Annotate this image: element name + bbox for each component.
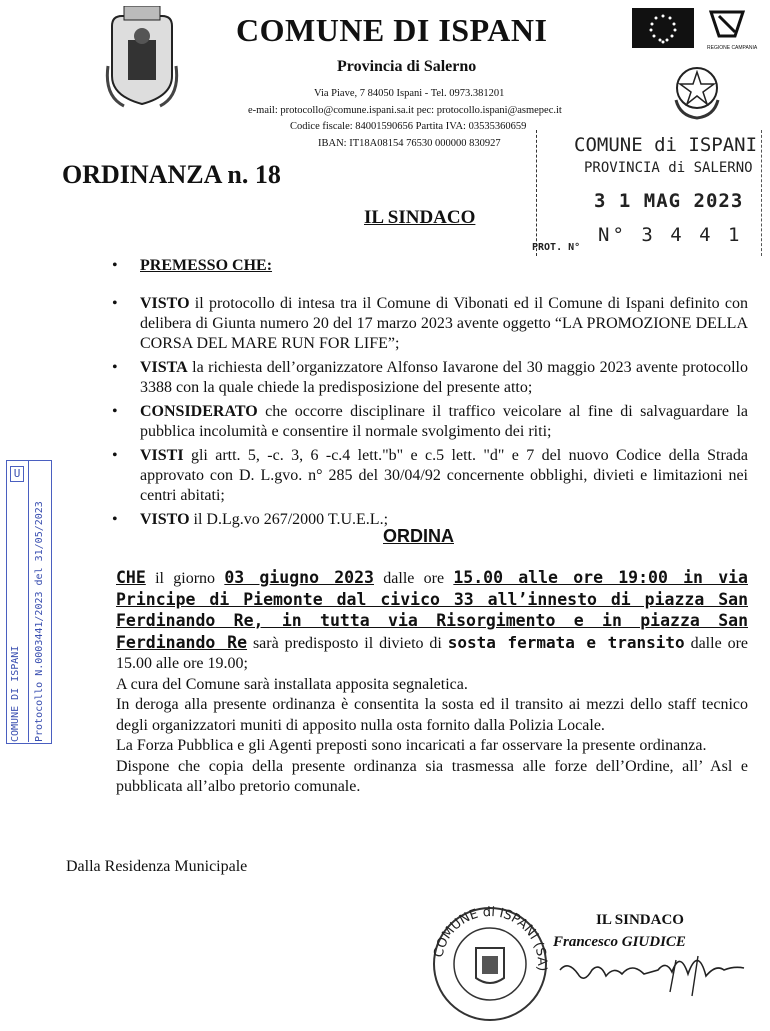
item-lead: VISTO	[140, 511, 190, 528]
region-campania-logo	[707, 8, 758, 51]
bullet-icon: •	[112, 403, 118, 420]
municipality-title: COMUNE DI ISPANI	[236, 12, 548, 48]
signer-title: IL SINDACO	[596, 912, 684, 928]
municipal-crest-icon	[104, 6, 180, 110]
list-item	[112, 402, 748, 442]
list-item	[112, 358, 748, 398]
item-lead: VISTO	[140, 295, 190, 312]
stamp-prot-label: PROT. N°	[532, 242, 581, 253]
item-text: che occorre disciplinare il traffico veicolare al fine di salvaguardare la pubblica incolumità e consentire il normale svolgimento dei riti;	[140, 403, 748, 440]
prohibition-type: sosta fermata e transito	[447, 632, 685, 652]
stamp-number: N° 3 4 4 1	[598, 224, 743, 246]
enforcement-paragraph: La Forza Pubblica e gli Agenti preposti sono incaricati a far osservare la presente ordinanza.	[116, 737, 707, 754]
side-stamp-letter: U	[10, 466, 24, 482]
residence-line: Dalla Residenza Municipale	[66, 858, 248, 875]
fiscal-code-line: Codice fiscale: 84001590656 Partita IVA: 03535360659	[290, 121, 527, 132]
side-stamp-protocol: Protocollo N.0003441/2023 del 31/05/2023	[34, 501, 45, 742]
item-text: il D.Lg.vo 267/2000 T.U.E.L.;	[189, 511, 389, 528]
region-logo-icon	[707, 8, 747, 40]
che-text: dalle ore 15.00 alle ore 19.00;	[116, 634, 748, 672]
list-item	[112, 446, 748, 506]
seal-text: COMUNE di ISPANI (SA)	[431, 904, 550, 972]
side-stamp-divider	[28, 460, 29, 742]
region-logo-caption: REGIONE CAMPANIA	[707, 45, 758, 51]
protocol-side-stamp	[4, 460, 54, 746]
ordina-body	[116, 568, 748, 798]
stamp-municipality: COMUNE di ISPANI	[574, 134, 758, 156]
item-lead: VISTI	[140, 447, 184, 464]
ordinance-number: ORDINANZA n. 18	[62, 160, 281, 189]
item-text: la richiesta dell’organizzatore Alfonso Iavarone del 30 maggio 2023 avente protocollo 3388 con la quale chiede la predisposizione del presente atto;	[140, 359, 748, 396]
che-label: CHE	[116, 568, 146, 587]
list-item	[112, 294, 748, 354]
time-and-place: 15.00 alle ore 19:00 in via Principe di Piemonte dal civico 33 all’innesto di piazza San Ferdinando Re, in tutta via Risorgimento e in piazza San Ferdinando Re	[116, 568, 748, 652]
item-text: gli artt. 5, -c. 3, 6 -c.4 lett."b" e c.5 lett. "d" e 7 del nuovo Codice della Strada approvato con D. L.gvo. n° 285 del 30/04/92 concernente obblighi, divieti e limitazioni nei centri abitati;	[140, 447, 748, 504]
province-name: Provincia di Salerno	[337, 58, 477, 75]
iban-line: IBAN: IT18A08154 76530 000000 830927	[318, 137, 501, 149]
bullet-icon: •	[112, 295, 118, 312]
handwritten-signature-icon	[548, 940, 748, 1000]
bullet-icon: •	[112, 257, 118, 274]
signage-paragraph: A cura del Comune sarà installata apposita segnaletica.	[116, 675, 468, 693]
side-stamp-municipality: COMUNE DI ISPANI	[10, 645, 21, 742]
signer-name: Francesco GIUDICE	[553, 934, 686, 950]
item-lead: CONSIDERATO	[140, 403, 258, 420]
municipal-seal-icon	[420, 898, 560, 1026]
stamp-date: 3 1 MAG 2023	[594, 190, 744, 212]
premesso-label: PREMESSO CHE:	[140, 257, 273, 274]
bullet-icon: •	[112, 511, 118, 528]
eu-flag-icon	[632, 8, 694, 48]
bullet-icon: •	[112, 359, 118, 376]
address-line: Via Piave, 7 84050 Ispani - Tel. 0973.381201	[314, 88, 505, 99]
event-date: 03 giugno 2023	[224, 568, 374, 587]
bullet-icon: •	[112, 447, 118, 464]
che-paragraph	[116, 568, 748, 675]
distribution-paragraph: Dispone che copia della presente ordinanza sia trasmessa alle forze dell’Ordine, all’ Asl e pubblicata all’albo pretorio comunale.	[116, 757, 748, 795]
email-line: e-mail: protocollo@comune.ispani.sa.it pec: protocollo.ispani@asmepec.it	[248, 104, 562, 116]
che-text: il giorno	[145, 570, 225, 587]
italian-republic-emblem-icon	[670, 60, 724, 122]
exception-paragraph: In deroga alla presente ordinanza è consentita la sosta ed il transito ai mezzi dello staff tecnico degli organizzatori muniti di apposito nulla osta fornito dalla Polizia Locale.	[116, 696, 748, 734]
protocol-received-stamp	[532, 130, 762, 260]
che-text: sarà predisposto il divieto di	[247, 634, 448, 652]
premises-list	[112, 256, 748, 534]
che-text: dalle ore	[373, 570, 454, 587]
ordina-heading: ORDINA	[383, 526, 454, 546]
item-lead: VISTA	[140, 359, 188, 376]
authority-heading: IL SINDACO	[364, 207, 476, 228]
premesso-item	[112, 256, 748, 276]
item-text: il protocollo di intesa tra il Comune di Vibonati ed il Comune di Ispani definito con delibera di Giunta numero 20 del 17 marzo 2023 avente oggetto “LA PROMOZIONE DELLA CORSA DEL MARE RUN FOR LIFE”;	[140, 295, 748, 352]
stamp-province: PROVINCIA di SALERNO	[584, 160, 753, 176]
